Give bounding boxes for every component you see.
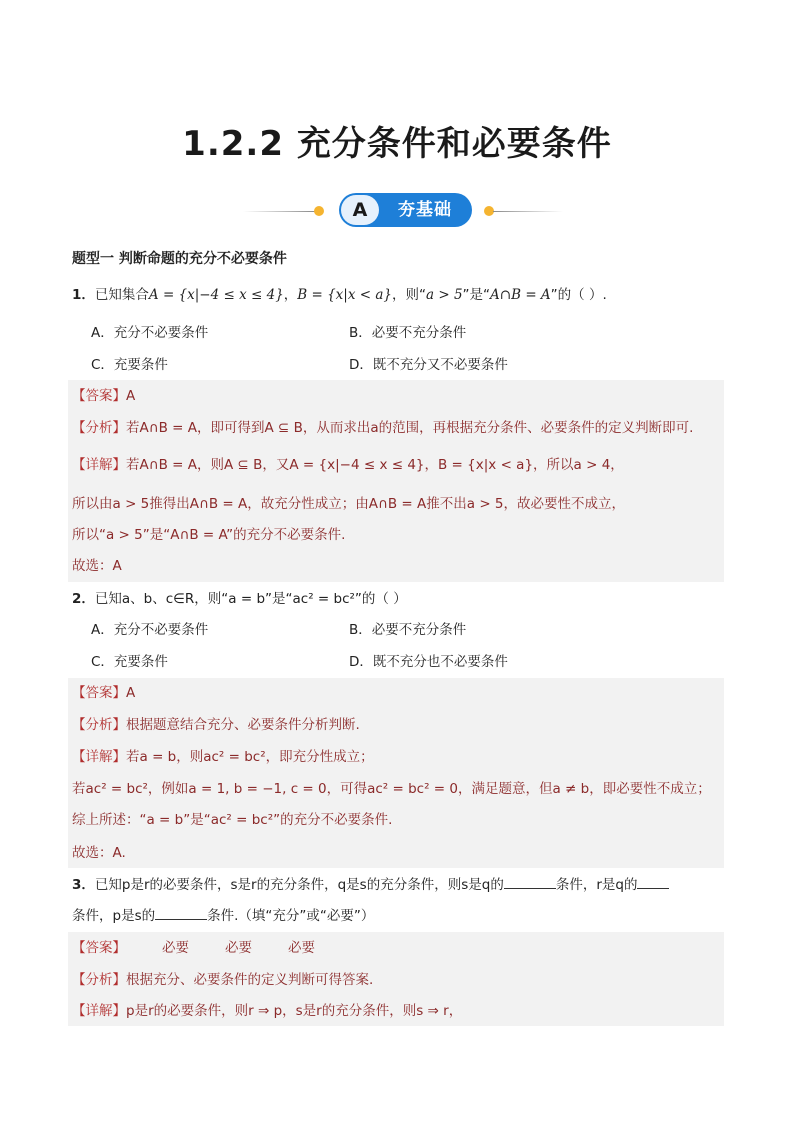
answer-tag: 【答案】 [72, 940, 126, 956]
q1-text: ，则“ [392, 287, 426, 303]
condition-formula: A∩B = A [490, 287, 551, 303]
q1-solution-box [68, 380, 724, 582]
blank-2[interactable] [637, 876, 669, 889]
blank-3[interactable] [155, 907, 207, 920]
q1-choice: 故选：A [72, 558, 122, 574]
detail-tag: 【详解】 [72, 457, 126, 473]
section-badge-row [0, 193, 794, 229]
question-2-stem [72, 589, 407, 609]
detail-tag: 【详解】 [72, 1003, 126, 1019]
divider-right [493, 211, 563, 212]
q1-answer [72, 386, 135, 406]
q1-option-b[interactable]: B．必要不充分条件 [349, 325, 467, 341]
q1-sep: ， [283, 287, 298, 303]
q2-option-a[interactable]: A．充分不必要条件 [91, 622, 209, 638]
q2-detail-line-2: 若ac² = bc²，例如a = 1, b = −1, c = 0，可得ac² = bc² = 0，满足题意，但a ≠ b，即必要性不成立； [72, 781, 711, 797]
q2-detail-line-3: 综上所述：“a = b”是“ac² = bc²”的充分不必要条件. [72, 812, 393, 828]
q3-text: 条件，p是s的 [72, 908, 156, 924]
q1-option-d[interactable]: D．既不充分又不必要条件 [349, 357, 508, 373]
answer-tag: 【答案】 [72, 685, 126, 701]
analysis-tag: 【分析】 [72, 420, 126, 436]
q3-text: 条件.（填“充分”或“必要”） [207, 908, 375, 924]
answer-value: A [126, 685, 136, 701]
q2-analysis [72, 715, 360, 735]
answer-tag: 【答案】 [72, 388, 126, 404]
analysis-tag: 【分析】 [72, 717, 126, 733]
q1-detail-line-3: 所以“a > 5”是“A∩B = A”的充分不必要条件. [72, 527, 346, 543]
q1-detail [72, 455, 624, 475]
level-label: 夯基础 [398, 200, 452, 220]
detail-text: 若A∩B = A，则A ⊆ B，又A = {x|−4 ≤ x ≤ 4}，B = {x|x < a}，所以a > 4， [126, 457, 624, 473]
q3-text: 条件，r是q的 [555, 877, 638, 893]
q2-solution-box [68, 678, 724, 868]
analysis-text: 根据题意结合充分、必要条件分析判断. [126, 717, 360, 733]
analysis-tag: 【分析】 [72, 972, 126, 988]
q1-detail-line-2: 所以由a > 5推得出A∩B = A，故充分性成立；由A∩B = A推不出a > 5，故必要性不成立， [72, 496, 626, 512]
detail-tag: 【详解】 [72, 749, 126, 765]
blank-1[interactable] [504, 876, 556, 889]
dot-left-icon [314, 206, 324, 216]
set-a-formula: A = {x|−4 ≤ x ≤ 4} [148, 287, 284, 303]
answer-value-3: 必要 [288, 940, 315, 956]
question-3-stem-line-2 [72, 906, 374, 926]
question-3-number: 3． [72, 877, 95, 893]
answer-value-2: 必要 [225, 940, 252, 956]
question-1-number: 1． [72, 287, 95, 303]
q2-option-c[interactable]: C．充要条件 [91, 654, 168, 670]
detail-text: 若a = b，则ac² = bc²，即充分性成立； [126, 749, 374, 765]
q1-analysis [72, 418, 693, 438]
section-heading: 题型一 判断命题的充分不必要条件 [72, 251, 287, 267]
answer-value: A [126, 388, 136, 404]
question-3-stem [72, 875, 669, 895]
answer-value-1: 必要 [162, 940, 189, 956]
q1-option-c[interactable]: C．充要条件 [91, 357, 168, 373]
divider-left [243, 211, 315, 212]
q1-text: 已知集合 [94, 287, 149, 303]
q2-answer [72, 683, 135, 703]
analysis-text: 若A∩B = A，即可得到A ⊆ B，从而求出a的范围，再根据充分条件、必要条件的定义判断即可. [126, 420, 694, 436]
q2-detail [72, 747, 374, 767]
q1-option-a[interactable]: A．充分不必要条件 [91, 325, 209, 341]
q1-text: ”是“ [462, 287, 491, 303]
question-2-number: 2． [72, 591, 95, 607]
q3-answer [72, 938, 315, 958]
q3-analysis [72, 970, 373, 990]
q2-choice: 故选：A. [72, 845, 126, 861]
detail-text: p是r的必要条件，则r ⇒ p，s是r的充分条件，则s ⇒ r， [126, 1003, 463, 1019]
q3-text: 已知p是r的必要条件，s是r的充分条件，q是s的充分条件，则s是q的 [94, 877, 504, 893]
level-badge [339, 193, 472, 227]
page-title: 1.2.2 充分条件和必要条件 [182, 124, 612, 164]
q1-text: ”的（ ）. [550, 287, 607, 303]
set-b-formula: B = {x|x < a} [297, 287, 392, 303]
q2-option-b[interactable]: B．必要不充分条件 [349, 622, 467, 638]
q3-detail [72, 1001, 462, 1021]
condition-formula: a > 5 [426, 287, 463, 303]
q2-option-d[interactable]: D．既不充分也不必要条件 [349, 654, 508, 670]
analysis-text: 根据充分、必要条件的定义判断可得答案. [126, 972, 374, 988]
q2-text: 已知a、b、c∈R，则“a = b”是“ac² = bc²”的（ ） [94, 591, 407, 607]
question-1-stem [72, 285, 607, 305]
level-letter: A [341, 195, 379, 225]
